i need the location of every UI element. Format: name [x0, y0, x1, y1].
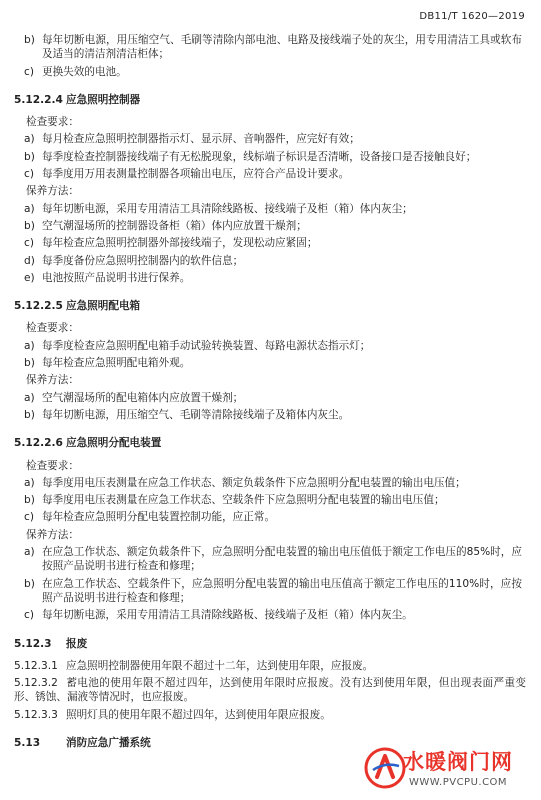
- section-heading: 5.12.2.4 应急照明控制器: [14, 93, 141, 106]
- list-item: a) 每季度用电压表测量在应急工作状态、额定负载条件下应急照明分配电装置的输出电压值；: [24, 476, 466, 489]
- watermark: [363, 746, 533, 794]
- check-label: 检查要求：: [26, 116, 79, 129]
- paragraph: 5.12.3.1 应急照明控制器使用年限不超过十二年，达到使用年限，应报废。: [14, 659, 374, 672]
- list-item: b) 每季度用电压表测量在应急工作状态、空载条件下应急照明分配电装置的输出电压值；: [24, 494, 445, 507]
- list-item: c) 每季度用万用表测量控制器各项输出电压，应符合产品设计要求。: [24, 168, 350, 181]
- paragraph: 5.12.3.3 照明灯具的使用年限不超过四年，达到使用年限应报废。: [14, 708, 331, 721]
- section-heading: 5.12.2.6 应急照明分配电装置: [14, 437, 162, 450]
- list-item: a) 每年切断电源，采用专用清洁工具清除线路板、接线端子及柜（箱）体内灰尘；: [24, 202, 413, 215]
- document-id: DB11/T 1620—2019: [419, 11, 525, 22]
- section-heading: 5.12.2.5 应急照明配电箱: [14, 300, 141, 313]
- list-item: b) 每季度检查控制器接线端子有无松脱现象，线标端子标识是否清晰，设备接口是否接触良好；: [24, 150, 477, 163]
- watermark-logo-icon: [363, 746, 407, 790]
- list-item: a) 每月检查应急照明控制器指示灯、显示屏、音响器件，应完好有效；: [24, 133, 360, 146]
- list-item: b) 在应急工作状态、空载条件下，应急照明分配电装置的输出电压值高于额定工作电压的110%时，应按照产品说明书进行检查和修理；: [24, 577, 522, 604]
- watermark-url: WWW.PVCPU.COM: [409, 777, 508, 788]
- maint-label: 保养方法：: [26, 528, 79, 541]
- list-item: b) 空气潮湿场所的控制器设备柜（箱）体内应放置干燥剂；: [24, 219, 307, 232]
- watermark-title: 水暖阀门网: [403, 750, 513, 774]
- intro-list: [14, 33, 526, 79]
- list-item: b) 每年检查应急照明配电箱外观。: [24, 357, 191, 370]
- list-item: d) 每季度备份应急照明控制器内的软件信息；: [24, 254, 244, 267]
- list-item: a) 在应急工作状态、额定负载条件下，应急照明分配电装置的输出电压值低于额定工作电压的85%时，应按照产品说明书进行检查和修理；: [24, 546, 522, 573]
- document-body: [14, 33, 526, 758]
- section-heading: 5.12.3 报废: [14, 637, 88, 650]
- maint-label: 保养方法：: [26, 374, 79, 387]
- list-item: c) 更换失效的电池。: [24, 65, 127, 78]
- list-item: c) 每年检查应急照明控制器外部接线端子，发现松动应紧固；: [24, 237, 318, 250]
- list-item: c) 每年检查应急照明分配电装置控制功能，应正常。: [24, 511, 276, 524]
- list-item: a) 空气潮湿场所的配电箱体内应放置干燥剂；: [24, 391, 244, 404]
- check-label: 检查要求：: [26, 459, 79, 472]
- section-heading: 5.13 消防应急广播系统: [14, 736, 151, 749]
- list-item: b) 每年切断电源，用压缩空气、毛刷等清除接线端子及箱体内灰尘。: [24, 408, 350, 421]
- maint-label: 保养方法：: [26, 185, 79, 198]
- list-item: c) 每年切断电源，采用专用清洁工具清除线路板、接线端子及柜（箱）体内灰尘。: [24, 609, 413, 622]
- list-item: b) 每年切断电源，用压缩空气、毛刷等清除内部电池、电路及接线端子处的灰尘，用专用清洁工具或软布及适当的清洁剂清洁柜体；: [24, 34, 522, 61]
- check-label: 检查要求：: [26, 322, 79, 335]
- list-item: e) 电池按照产品说明书进行保养。: [24, 271, 191, 284]
- paragraph: 5.12.3.2 蓄电池的使用年限不超过四年，达到使用年限时应报废。没有达到使用年限，但出现表面严重变形、锈蚀、漏液等情况时，也应报废。: [14, 677, 526, 704]
- list-item: a) 每季度检查应急照明配电箱手动试验转换装置、每路电源状态指示灯；: [24, 339, 371, 352]
